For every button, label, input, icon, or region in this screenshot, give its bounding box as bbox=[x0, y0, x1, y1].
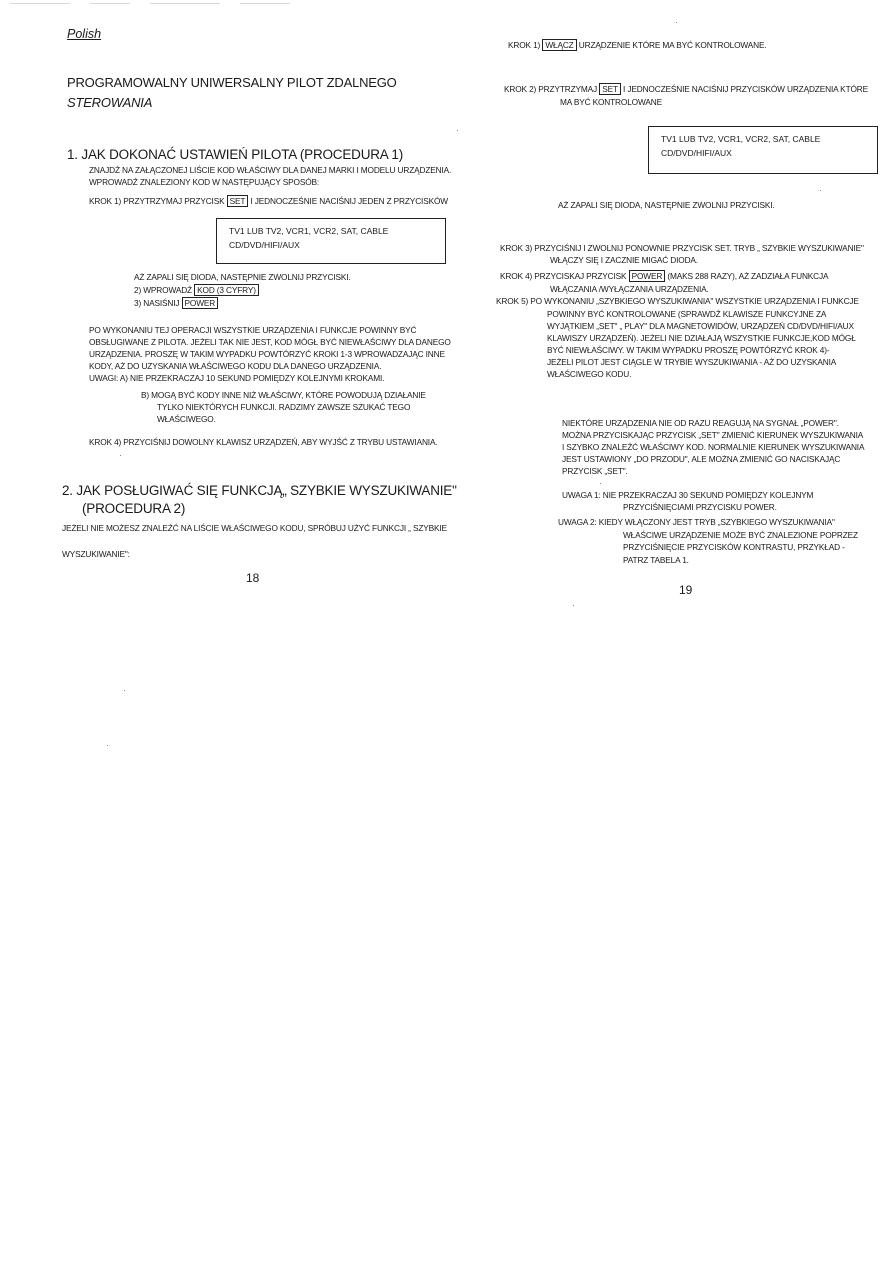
notice-line4: JEST USTAWIONY „DO PRZODU", ALE MOŻNA ZMIENIĆ GO NACISKAJĄC bbox=[562, 454, 841, 464]
enter-code-text: 2) WPROWADŹ bbox=[134, 285, 192, 295]
r-step2-text-after: I JEDNOCZEŚNIE NACIŚNIJ PRZYCISKÓW URZĄDZENIA KTÓRE bbox=[623, 84, 869, 94]
r-step2-line1 bbox=[504, 84, 868, 94]
step1-text-after: I JEDNOCZEŚNIE NACIŚNIJ JEDEN Z PRZYCISKÓW bbox=[250, 196, 448, 206]
scan-speck bbox=[107, 745, 108, 746]
notice-line3: I SZYBKO ZNALEŹĆ WŁAŚCIWY KOD. NORMALNIE KIERUNEK WYSZUKIWANIA bbox=[562, 442, 865, 452]
page-number-19: 19 bbox=[679, 583, 693, 597]
on-key-box: WŁĄCZ bbox=[542, 39, 576, 51]
page-18 bbox=[0, 0, 457, 600]
page-19 bbox=[460, 0, 890, 600]
section2-line1: JEŻELI NIE MOŻESZ ZNALEŹĆ NA LIŚCIE WŁAŚCIWEGO KODU, SPRÓBUJ UŻYĆ FUNKCJI „ SZYBKIE bbox=[62, 523, 447, 533]
r-step5-line1: KROK 5) PO WYKONANIU „SZYBKIEGO WYSZUKIWANIA" WSZYSTKIE URZĄDZENIA I FUNKCJE bbox=[496, 296, 859, 306]
set-key-box: SET bbox=[227, 195, 249, 207]
notice-line1: NIEKTÓRE URZĄDZENIA NIE OD RAZU REAGUJĄ NA SYGNAŁ „POWER". bbox=[562, 418, 839, 428]
section2-heading-line1: 2. JAK POSŁUGIWAĆ SIĘ FUNKCJĄ„ SZYBKIE WYSZUKIWANIE" bbox=[62, 483, 457, 498]
r-step4-line2: WŁĄCZANIA /WYŁĄCZANIA URZĄDZENIA. bbox=[550, 284, 709, 294]
r-step5-line6: JEŻELI PILOT JEST CIĄGLE W TRYBIE WYSZUKIWANIA - AŻ DO UZYSKANIA bbox=[547, 357, 837, 367]
device-keys-box bbox=[216, 218, 446, 264]
device-keys-line1: TV1 LUB TV2, VCR1, VCR2, SAT, CABLE bbox=[229, 226, 389, 236]
after-para-line1: PO WYKONANIU TEJ OPERACJI WSZYSTKIE URZĄDZENIA I FUNKCJE POWINNY BYĆ bbox=[89, 325, 417, 335]
section1-intro-line2: WPROWADŹ ZNALEZIONY KOD W NASTĘPUJĄCY SPOSÓB: bbox=[89, 177, 320, 187]
scan-speck bbox=[600, 483, 601, 484]
press-power-line bbox=[134, 298, 218, 308]
note1-line2: PRZYCIŚNIĘCIAMI PRZYCISKU POWER. bbox=[623, 502, 777, 512]
r-set-key-box: SET bbox=[599, 83, 621, 95]
r-step5-line2: POWINNY BYĆ KONTROLOWANE (SPRAWDŹ KLAWISZE FUNKCYJNE ZA bbox=[547, 309, 827, 319]
r-step1-text-after: URZĄDZENIE KTÓRE MA BYĆ KONTROLOWANE. bbox=[578, 40, 767, 50]
after-para-line4: KODY, AŻ DO UZYSKANIA WŁAŚCIWEGO KODU DLA DANEGO URZĄDZENIA. bbox=[89, 361, 382, 371]
page-title-line1: PROGRAMOWALNY UNIWERSALNY PILOT ZDALNEGO bbox=[67, 75, 397, 90]
power-key-box: POWER bbox=[182, 297, 219, 309]
language-label: Polish bbox=[67, 27, 102, 41]
r-step3-line2: WŁĄCZY SIĘ I ZACZNIE MIGAĆ DIODA. bbox=[550, 255, 698, 265]
section1-intro-line1: ZNAJDŹ NA ZAŁĄCZONEJ LIŚCIE KOD WŁAŚCIWY DLA DANEJ MARKI I MODELU URZĄDZENIA. bbox=[89, 165, 452, 175]
page-number-18: 18 bbox=[246, 571, 260, 585]
scan-speck bbox=[120, 455, 121, 456]
r-step4-text-after: (MAKS 288 RAZY), AŻ ZADZIAŁA FUNKCJA bbox=[667, 271, 829, 281]
r-step2-line2: MA BYĆ KONTROLOWANE bbox=[560, 97, 662, 107]
notice-line5: PRZYCISK „SET". bbox=[562, 466, 628, 476]
r-diode-line: AŻ ZAPALI SIĘ DIODA, NASTĘPNIE ZWOLNIJ PRZYCISKI. bbox=[558, 200, 775, 210]
r-step5-line4: KLAWISZY URZĄDZEŃ). JEŻELI NIE DZIAŁAJĄ WSZYSTKIE FUNKCJE,KOD MÓGŁ bbox=[547, 333, 856, 343]
step1-line bbox=[89, 196, 448, 206]
note2-line2: WŁAŚCIWE URZĄDZENIE MOŻE BYĆ ZNALEZIONE POPRZEZ bbox=[623, 530, 858, 540]
scan-speck bbox=[457, 130, 458, 131]
r-step1-line bbox=[508, 40, 767, 50]
r-step3-line1: KROK 3) PRZYCIŚNIJ I ZWOLNIJ PONOWNIE PRZYCISK SET. TRYB „ SZYBKIE WYSZUKIWANIE" bbox=[500, 243, 864, 253]
diode-line: AŻ ZAPALI SIĘ DIODA, NASTĘPNIE ZWOLNIJ PRZYCISKI. bbox=[134, 272, 351, 282]
r-step4-text: KROK 4) PRZYCISKAJ PRZYCISK bbox=[500, 271, 627, 281]
scan-speck bbox=[573, 605, 574, 606]
after-para-line3: URZĄDZENIA. PROSZĘ W TAKIM WYPADKU POWTÓRZYĆ KROKI 1-3 WPROWADZAJĄC INNE bbox=[89, 349, 445, 359]
section1-heading: 1. JAK DOKONAĆ USTAWIEŃ PILOTA (PROCEDURA 1) bbox=[67, 147, 404, 162]
after-para-line2: OBSŁUGIWANE Z PILOTA. JEŻELI TAK NIE JEST, KOD MÓGŁ BYĆ NIEWŁAŚCIWY DLA DANEGO bbox=[89, 337, 451, 347]
note-b-line3: WŁAŚCIWEGO. bbox=[157, 414, 216, 424]
note1-line1: UWAGA 1: NIE PRZEKRACZAJ 30 SEKUND POMIĘDZY KOLEJNYM bbox=[562, 490, 814, 500]
note-b-line1: B) MOGĄ BYĆ KODY INNE NIŻ WŁAŚCIWY, KTÓRE POWODUJĄ DZIAŁANIE bbox=[141, 390, 426, 400]
note2-line4: PATRZ TABELA 1. bbox=[623, 555, 689, 565]
section2-heading-line2: (PROCEDURA 2) bbox=[82, 501, 186, 516]
r-step5-line7: WŁAŚCIWEGO KODU. bbox=[547, 369, 632, 379]
notice-line2: MOŻNA PRZYCISKAJĄC PRZYCISK „SET" ZMIENIĆ KIERUNEK WYSZUKIWANIA bbox=[562, 430, 864, 440]
r-step5-line3: WYJĄTKIEM „SET" „ PLAY" DLA MAGNETOWIDÓW, URZĄDZEŃ CD/DVD/HIFI/AUX bbox=[547, 321, 854, 331]
r-step2-text: KROK 2) PRZYTRZYMAJ bbox=[504, 84, 598, 94]
page-title-line2: STEROWANIA bbox=[67, 95, 153, 110]
press-power-text: 3) NASIŚNIJ bbox=[134, 298, 180, 308]
device-keys-line2: CD/DVD/HIFI/AUX bbox=[229, 240, 300, 250]
section2-line2: WYSZUKIWANIE": bbox=[62, 549, 130, 559]
step4-line: KROK 4) PRZYCIŚNIJ DOWOLNY KLAWISZ URZĄDZEŃ, ABY WYJŚĆ Z TRYBU USTAWIANIA. bbox=[89, 437, 438, 447]
step1-text: KROK 1) PRZYTRZYMAJ PRZYCISK bbox=[89, 196, 225, 206]
r-step4-line1 bbox=[500, 271, 828, 281]
scan-speck bbox=[124, 690, 125, 691]
enter-code-line bbox=[134, 285, 259, 295]
r-device-keys-box bbox=[648, 126, 878, 174]
note2-line3: PRZYCIŚNIĘCIE PRZYCISKÓW KONTRASTU, PRZYKŁAD - bbox=[623, 542, 845, 552]
note-a: UWAGI: A) NIE PRZEKRACZAJ 10 SEKUND POMIĘDZY KOLEJNYMI KROKAMI. bbox=[89, 373, 385, 383]
r-device-keys-line2: CD/DVD/HIFI/AUX bbox=[661, 148, 732, 158]
r-device-keys-line1: TV1 LUB TV2, VCR1, VCR2, SAT, CABLE bbox=[661, 134, 821, 144]
scan-speck bbox=[676, 22, 677, 23]
note-b-line2: TYLKO NIEKTÓRYCH FUNKCJI. RADZIMY ZAWSZE SZUKAĆ TEGO bbox=[157, 402, 411, 412]
r-power-key-box: POWER bbox=[629, 270, 666, 282]
r-step1-text: KROK 1) bbox=[508, 40, 541, 50]
scan-speck bbox=[820, 190, 821, 191]
note2-line1: UWAGA 2: KIEDY WŁĄCZONY JEST TRYB „SZYBKIEGO WYSZUKIWANIA" bbox=[558, 517, 835, 527]
r-step5-line5: BYĆ NIEWŁAŚCIWY. W TAKIM WYPADKU PROSZĘ POWTÓRZYĆ KROK 4)- bbox=[547, 345, 830, 355]
code-box: KOD (3 CYFRY) bbox=[194, 284, 259, 296]
